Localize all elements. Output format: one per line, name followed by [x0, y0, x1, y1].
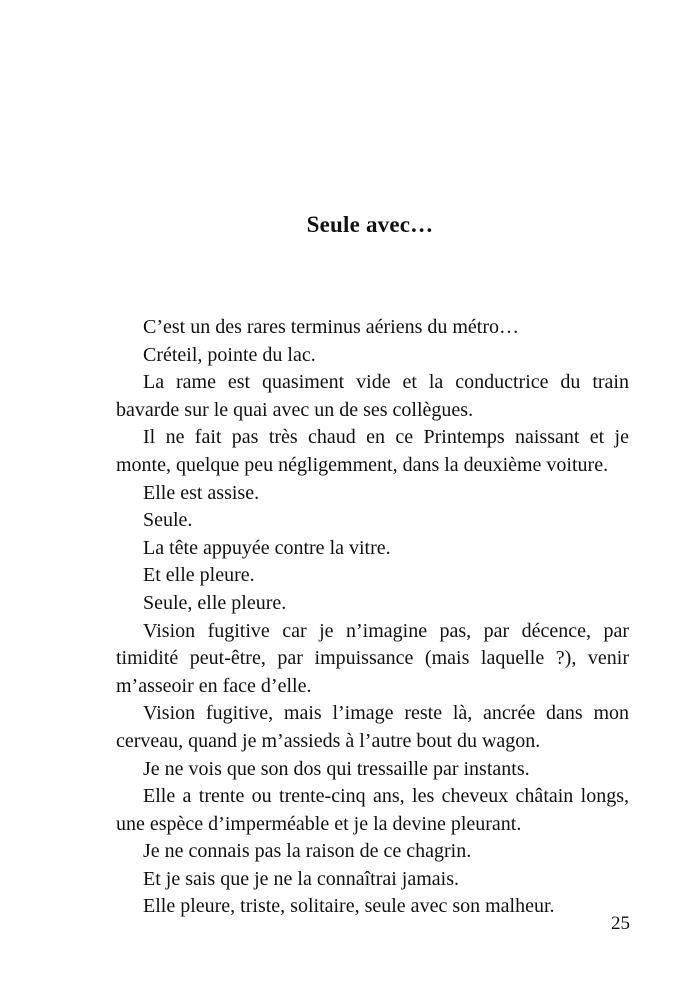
chapter-title: Seule avec…	[306, 212, 434, 237]
paragraph: C’est un des rares terminus aériens du métro…	[143, 316, 520, 338]
paragraph: Seule, elle pleure.	[143, 591, 287, 614]
page-number: 25	[611, 913, 630, 934]
paragraph: Seule.	[143, 509, 193, 532]
paragraph: Elle est assise.	[143, 481, 260, 504]
paragraph: Elle pleure, triste, solitaire, seule avec son malheur.	[143, 895, 555, 918]
paragraph: Je ne connais pas la raison de ce chagrin.	[143, 840, 472, 863]
paragraph: La rame est quasiment vide et la conductrice du train bavarde sur le quai avec un de ses collègues.	[116, 371, 629, 421]
chapter-body	[116, 314, 629, 921]
paragraph: Et je sais que je ne la connaîtrai jamais.	[143, 867, 459, 890]
paragraph: Je ne vois que son dos qui tressaille par instants.	[143, 757, 530, 780]
paragraph: Il ne fait pas très chaud en ce Printemps naissant et je monte, quelque peu négligemment, dans la deuxième voiture.	[116, 426, 629, 476]
paragraph: Elle a trente ou trente-cinq ans, les cheveux châtain longs, une espèce d’imperméable et je la devine pleurant.	[116, 785, 629, 835]
paragraph: Créteil, pointe du lac.	[143, 343, 316, 366]
paragraph: La tête appuyée contre la vitre.	[143, 536, 391, 559]
paragraph: Et elle pleure.	[143, 564, 255, 587]
paragraph: Vision fugitive car je n’imagine pas, par décence, par timidité peut-être, par impuissance (mais laquelle ?), venir m’asseoir en face d’elle.	[116, 619, 629, 697]
paragraph: Vision fugitive, mais l’image reste là, ancrée dans mon cerveau, quand je m’assieds à l’autre bout du wagon.	[116, 702, 629, 752]
